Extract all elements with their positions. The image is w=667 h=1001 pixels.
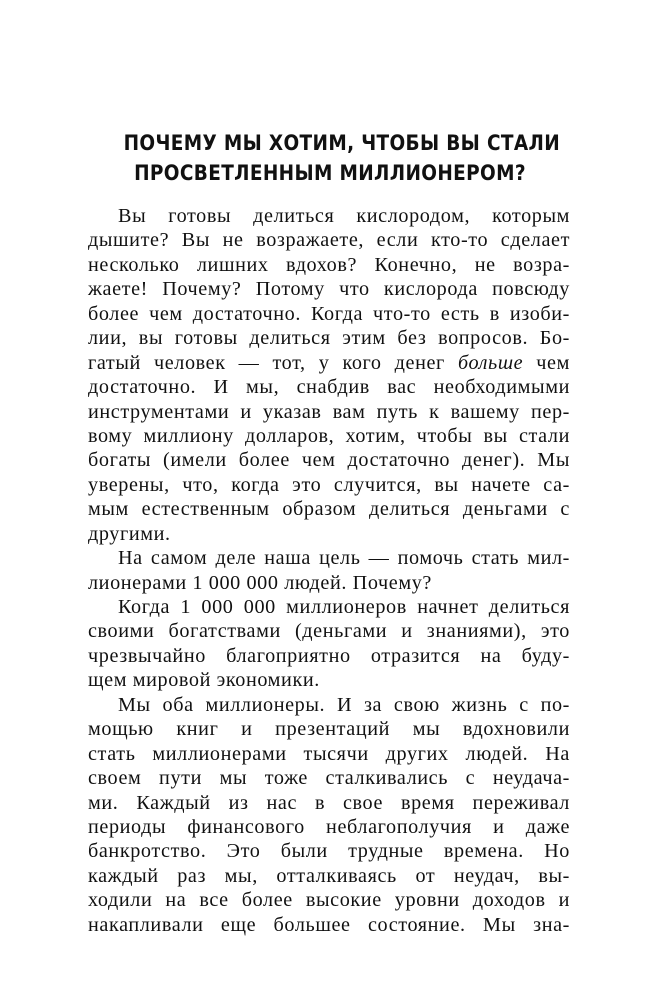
paragraph-1-line: лии, вы готовы делиться этим без вопросов. Бо-: [88, 327, 570, 350]
paragraph-1-line: богаты (имели более чем достаточно денег). Мы: [88, 449, 570, 472]
paragraph-4-line: ми. Каждый из нас в свое время переживал: [88, 791, 570, 814]
paragraph-4-line: Мы оба миллионеры. И за свою жизнь с по-: [118, 693, 570, 716]
paragraph-2-line: лионерами 1 000 000 людей. Почему?: [88, 571, 432, 594]
paragraph-1-line: несколько лишних вдохов? Конечно, не возра-: [88, 253, 570, 276]
paragraph-3-line: своими богатствами (деньгами и знаниями), это: [88, 620, 570, 643]
paragraph-4-line: стать миллионерами тысячи других людей. На: [88, 742, 570, 765]
chapter-heading-line-2: ПРОСВЕТЛЕННЫМ МИЛЛИОНЕРОМ?: [134, 161, 526, 186]
paragraph-1-line: дышите? Вы не возражаете, если кто-то сделает: [88, 229, 570, 252]
paragraph-4-line: периоды финансового неблагополучия и даже: [88, 815, 570, 838]
line-text-end: чем: [523, 351, 570, 374]
line-text-start: гатый человек — тот, у кого денег: [88, 351, 458, 374]
paragraph-1-line: уверены, что, когда это случится, вы начете са-: [88, 473, 570, 496]
paragraph-1-line: мым естественным образом делиться деньгами с: [88, 498, 570, 521]
paragraph-1-line: Вы готовы делиться кислородом, которым: [118, 205, 570, 227]
chapter-heading-line-1: ПОЧЕМУ МЫ ХОТИМ, ЧТОБЫ ВЫ СТАЛИ: [123, 131, 561, 156]
paragraph-3-line: чрезвычайно благоприятно отразится на буду-: [88, 644, 570, 667]
body-text: [88, 204, 570, 937]
paragraph-4-line: накапливали еще большее состояние. Мы зна-: [88, 913, 570, 936]
paragraph-4-line: ходили на все более высокие уровни доходов и: [88, 889, 570, 912]
paragraph-3-line: Когда 1 000 000 миллионеров начнет делиться: [118, 596, 570, 618]
paragraph-3-line: щем мировой экономики.: [88, 669, 320, 692]
paragraph-1-line: жаете! Почему? Потому что кислорода повсюду: [88, 278, 570, 301]
paragraph-2-line: На самом деле наша цель — помочь стать мил-: [118, 547, 570, 570]
paragraph-4-line: каждый раз мы, отталкиваясь от неудач, вы-: [88, 864, 570, 887]
paragraph-1-line-with-emphasis: [88, 351, 570, 375]
paragraph-1-line: более чем достаточно. Когда что-то есть в изоби-: [88, 302, 570, 325]
paragraph-1-line: вому миллиону долларов, хотим, чтобы вы стали: [88, 424, 570, 447]
paragraph-4-line: мощью книг и презентаций мы вдохновили: [88, 718, 570, 741]
emphasized-word: больше: [457, 351, 524, 374]
paragraph-4-line: своем пути мы тоже сталкивались с неудача-: [88, 767, 570, 790]
paragraph-1-line: другими.: [88, 522, 171, 545]
paragraph-1-line: инструментами и указав вам путь к вашему пер-: [88, 400, 570, 423]
paragraph-1-line: достаточно. И мы, снабдив вас необходимыми: [88, 376, 570, 399]
paragraph-4-line: банкротство. Это были трудные времена. Но: [88, 840, 570, 863]
